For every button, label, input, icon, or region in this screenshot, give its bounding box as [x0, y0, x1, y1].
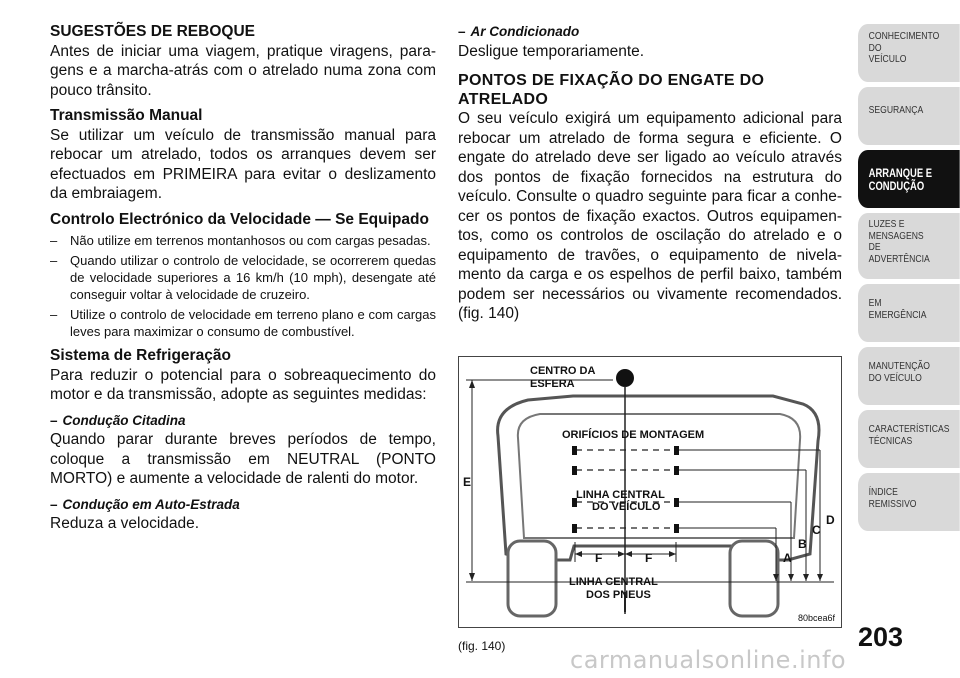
left-tire [508, 541, 556, 616]
bullet-dash: – [50, 253, 58, 268]
left-column [50, 22, 436, 534]
list-item [50, 252, 436, 303]
bullet-dash: – [50, 307, 58, 322]
tab-em-emergencia[interactable] [858, 284, 960, 342]
sub-text: Ar Condicionado [470, 24, 580, 39]
tab-label: LUZES E [868, 218, 905, 230]
dim-f-left: F [595, 551, 603, 565]
hitch-mounting-figure [458, 356, 842, 628]
subheading-ar-condicionado [458, 22, 842, 42]
tab-seguranca[interactable] [858, 87, 960, 145]
tab-label: CONDUÇÃO [868, 180, 925, 193]
heading-transmissao-manual: Transmissão Manual [50, 107, 203, 124]
label-centro-esfera-1: CENTRO DA [530, 365, 596, 377]
sub-text: Condução Citadina [62, 412, 186, 428]
paragraph-citadina: Quando parar durante breves períodos de tempo, coloque a transmissão em NEUTRAL (PONTO MORTO) e aumente a velocidade de ralenti do motor. [50, 431, 436, 487]
bullet-text: Utilize o controlo de velocidade em terreno plano e com cargas leves para maximizar o consumo de combustível. [70, 307, 436, 339]
paragraph-auto-estrada: Reduza a velocidade. [50, 515, 200, 532]
ball-center-icon [616, 369, 634, 387]
heading-pontos-fixacao: PONTOS DE FIXAÇÃO DO ENGATE DO ATRELADO [458, 72, 765, 108]
paragraph-refrigeracao: Para reduzir o potencial para o sobreaquecimento do motor e da transmissão, adopte as seguintes medidas: [50, 366, 436, 403]
sub-dash: – [50, 496, 58, 512]
list-item [50, 306, 436, 340]
subheading-auto-estrada [50, 495, 436, 515]
tab-indice-remissivo[interactable] [858, 473, 960, 531]
tab-label: SEGURANÇA [868, 104, 924, 116]
label-linha-central-pneus-2: DOS PNEUS [586, 589, 651, 601]
tab-label: DO VEÍCULO [868, 371, 922, 384]
paragraph-pontos-fixacao: O seu veículo exigirá um equipamento adicional para rebocar um atrelado de forma segura e eficiente. O engate do atrelado deve ser ligado ao veículo através dos pontos de fixação fornecidos na estrutura do veículo. Consulte o quadro seguinte para ficar a conhe-cer os pontos de fixação exactos. Outros equipamen-tos, como os controlos de oscilação do atrelado e o equipamento de travões, o equipamento de nivela-mento da carga e os espelhos de perfil baixo, também podem ser necessários ou vivamente recomendados. (fig. 140) [458, 110, 842, 322]
tab-label: ÍNDICE [868, 486, 898, 498]
paragraph-ar-condicionado: Desligue temporariamente. [458, 42, 645, 60]
paragraph-intro: Antes de iniciar uma viagem, pratique viragens, para-gens e a marcha-atrás com o atrelado numa zona com pouco trânsito. [50, 42, 436, 99]
right-column [458, 22, 842, 324]
tab-label: TÉCNICAS [868, 434, 913, 447]
tab-arranque-conducao[interactable] [858, 150, 960, 208]
dim-b: B [798, 537, 807, 551]
figure-caption: (fig. 140) [458, 639, 506, 653]
watermark: carmanualsonline.info [570, 646, 847, 674]
sub-dash: – [50, 412, 58, 428]
paragraph-transmissao: Se utilizar um veículo de transmissão manual para rebocar um atrelado, todos os arranques devem ser efectuados em PRIMEIRA para evitar o deslizamento da embraiagem. [50, 126, 436, 202]
bullet-text: Quando utilizar o controlo de velocidade, se ocorrerem quedas de velocidade superiores a 16 km/h (10 mph), desengate até conseguir voltar à velocidade de cruzeiro. [70, 253, 436, 302]
tab-manutencao[interactable] [858, 347, 960, 405]
sub-dash: – [458, 24, 466, 39]
tab-label: CONHECIMENTO [868, 30, 940, 42]
dim-c: C [812, 523, 821, 537]
tab-caracteristicas[interactable] [858, 410, 960, 468]
subheading-conducao-citadina [50, 411, 436, 431]
right-tire [730, 541, 778, 616]
heading-controlo-velocidade: Controlo Electrónico da Velocidade — Se Equipado [50, 210, 429, 228]
tab-label: ARRANQUE E [868, 168, 933, 180]
label-linha-central-pneus-1: LINHA CENTRAL [569, 576, 658, 588]
page-number: 203 [858, 622, 904, 652]
tab-luzes-mensagens[interactable] [858, 213, 960, 279]
tab-conhecimento-veiculo[interactable] [858, 24, 960, 82]
tab-label: REMISSIVO [868, 497, 917, 510]
list-item [50, 232, 436, 249]
dim-e: E [463, 475, 472, 489]
sub-text: Condução em Auto-Estrada [62, 496, 240, 512]
tab-label: EMERGÊNCIA [868, 308, 927, 321]
tab-label: MENSAGENS [868, 229, 924, 242]
figure-code: 80bcea6f [798, 613, 836, 623]
label-orificios-montagem: ORIFÍCIOS DE MONTAGEM [562, 429, 705, 441]
dim-d: D [826, 513, 835, 527]
heading-refrigeracao: Sistema de Refrigeração [50, 347, 231, 364]
bullet-dash: – [50, 233, 58, 248]
label-linha-central-veiculo-2: DO VEÍCULO [592, 501, 661, 513]
bullet-text: Não utilize em terrenos montanhosos ou com cargas pesadas. [70, 233, 431, 248]
tab-label: CARACTERÍSTICAS [868, 423, 950, 435]
tab-label: MANUTENÇÃO [868, 360, 930, 372]
heading-sugestoes-reboque: SUGESTÕES DE REBOQUE [50, 23, 255, 40]
label-centro-esfera-2: ESFERA [530, 378, 575, 390]
tab-label: VEÍCULO [868, 53, 907, 65]
dim-f-right: F [645, 551, 653, 565]
tab-label: ADVERTÊNCIA [868, 252, 930, 265]
dim-a: A [783, 551, 792, 565]
label-linha-central-veiculo-1: LINHA CENTRAL [576, 489, 665, 501]
tab-label: DE [868, 241, 881, 253]
chapter-sidebar [858, 24, 960, 536]
tab-label: EM [868, 297, 882, 309]
tab-label: DO [868, 41, 882, 54]
